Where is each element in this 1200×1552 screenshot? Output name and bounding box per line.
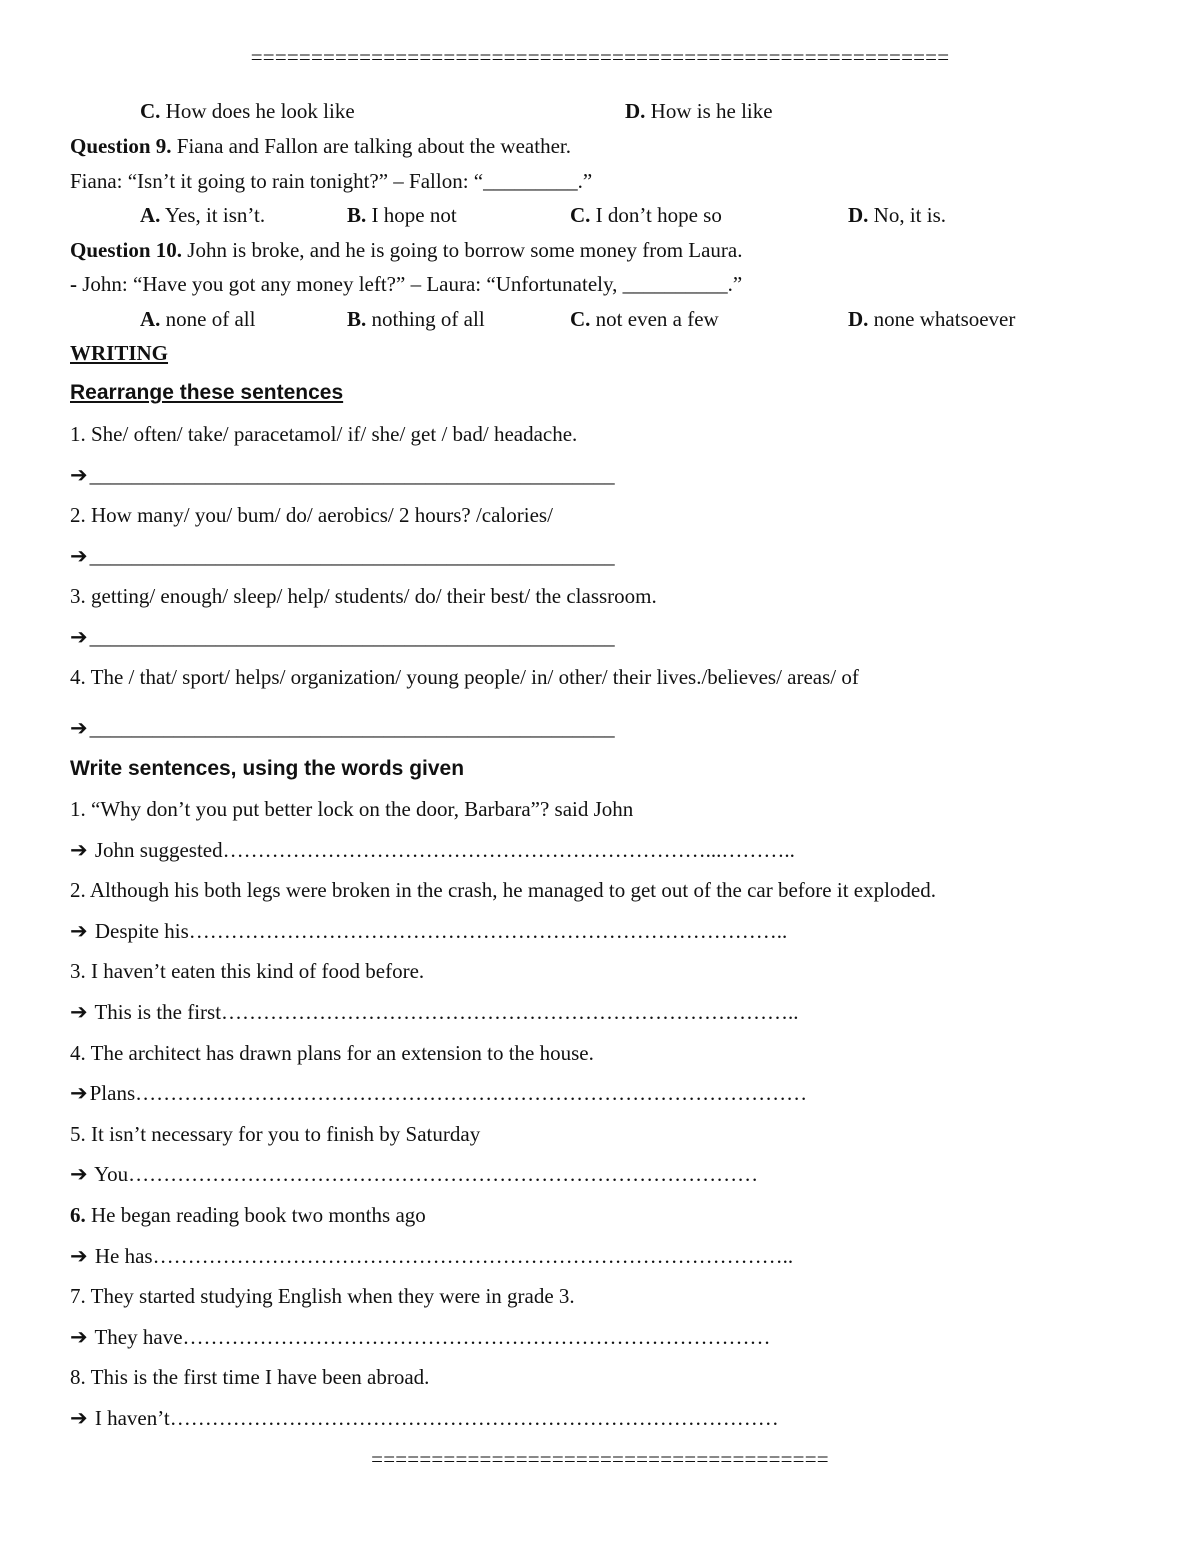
write-heading: Write sentences, using the words given: [70, 757, 465, 780]
write-item-2: 2. Although his both legs were broken in the crash, he managed to get out of the car before it exploded.: [70, 878, 937, 902]
q10-dialogue: - John: “Have you got any money left?” – Laura: “Unfortunately, __________.”: [70, 272, 743, 296]
write-answer-5: ➔ You………………………………………………………………………………: [70, 1162, 759, 1186]
arrow-icon: ➔: [70, 1081, 88, 1105]
arrow-icon: ➔: [70, 1162, 88, 1186]
q10-option-a: A. none of all: [140, 307, 256, 331]
write-answer-2: ➔ Despite his…………………………………………………………………………..: [70, 919, 788, 943]
rearrange-answer-4: ➔__________________________________________________: [70, 716, 615, 740]
arrow-icon: ➔: [70, 919, 88, 943]
q9-option-b: B. I hope not: [347, 203, 457, 227]
rearrange-item-2: 2. How many/ you/ bum/ do/ aerobics/ 2 hours? /calories/: [70, 503, 553, 527]
arrow-icon: ➔: [70, 625, 88, 649]
write-answer-1: ➔ John suggested……………………………………………………………...………..: [70, 838, 795, 862]
arrow-icon: ➔: [70, 463, 88, 487]
q9-option-d: D. No, it is.: [848, 203, 947, 227]
write-item-4: 4. The architect has drawn plans for an extension to the house.: [70, 1041, 594, 1065]
writing-heading: WRITING: [70, 341, 169, 365]
bottom-divider: ======================================: [371, 1447, 829, 1471]
rearrange-answer-1: ➔__________________________________________________: [70, 463, 615, 487]
arrow-icon: ➔: [70, 1244, 88, 1268]
arrow-icon: ➔: [70, 1406, 88, 1430]
write-answer-6: ➔ He has………………………………………………………………………………..: [70, 1244, 794, 1268]
write-item-8: 8. This is the first time I have been abroad.: [70, 1365, 430, 1389]
q8-option-d: D. How is he like: [625, 99, 773, 123]
q9-prompt: Question 9. Fiana and Fallon are talking about the weather.: [70, 134, 571, 158]
q9-dialogue: Fiana: “Isn’t it going to rain tonight?” – Fallon: “_________.”: [70, 169, 593, 193]
write-item-3: 3. I haven’t eaten this kind of food before.: [70, 959, 425, 983]
write-answer-7: ➔ They have…………………………………………………………………………: [70, 1325, 771, 1349]
top-divider: ==========================================================: [250, 45, 950, 69]
q10-prompt: Question 10. John is broke, and he is going to borrow some money from Laura.: [70, 238, 743, 262]
write-item-5: 5. It isn’t necessary for you to finish by Saturday: [70, 1122, 481, 1146]
write-answer-4: ➔Plans……………………………………………………………………………………: [70, 1081, 808, 1105]
q10-option-b: B. nothing of all: [347, 307, 485, 331]
rearrange-item-3: 3. getting/ enough/ sleep/ help/ students/ do/ their best/ the classroom.: [70, 584, 657, 608]
q10-option-c: C. not even a few: [570, 307, 719, 331]
rearrange-answer-2: ➔__________________________________________________: [70, 544, 615, 568]
q10-option-d: D. none whatsoever: [848, 307, 1016, 331]
arrow-icon: ➔: [70, 1000, 88, 1024]
arrow-icon: ➔: [70, 838, 88, 862]
arrow-icon: ➔: [70, 544, 88, 568]
q9-option-c: C. I don’t hope so: [570, 203, 722, 227]
write-item-1: 1. “Why don’t you put better lock on the door, Barbara”? said John: [70, 797, 634, 821]
write-answer-3: ➔ This is the first………………………………………………………………………..: [70, 1000, 799, 1024]
q8-option-c: C. How does he look like: [140, 99, 355, 123]
arrow-icon: ➔: [70, 716, 88, 740]
write-item-7: 7. They started studying English when they were in grade 3.: [70, 1284, 575, 1308]
arrow-icon: ➔: [70, 1325, 88, 1349]
rearrange-item-4: 4. The / that/ sport/ helps/ organization/ young people/ in/ other/ their lives./believes/ areas/ of: [70, 665, 859, 689]
rearrange-heading: Rearrange these sentences: [70, 381, 344, 404]
write-item-6: 6. He began reading book two months ago: [70, 1203, 426, 1227]
q9-option-a: A. Yes, it isn’t.: [140, 203, 266, 227]
rearrange-item-1: 1. She/ often/ take/ paracetamol/ if/ she/ get / bad/ headache.: [70, 422, 578, 446]
rearrange-answer-3: ➔__________________________________________________: [70, 625, 615, 649]
write-answer-8: ➔ I haven’t……………………………………………………………………………: [70, 1406, 779, 1430]
